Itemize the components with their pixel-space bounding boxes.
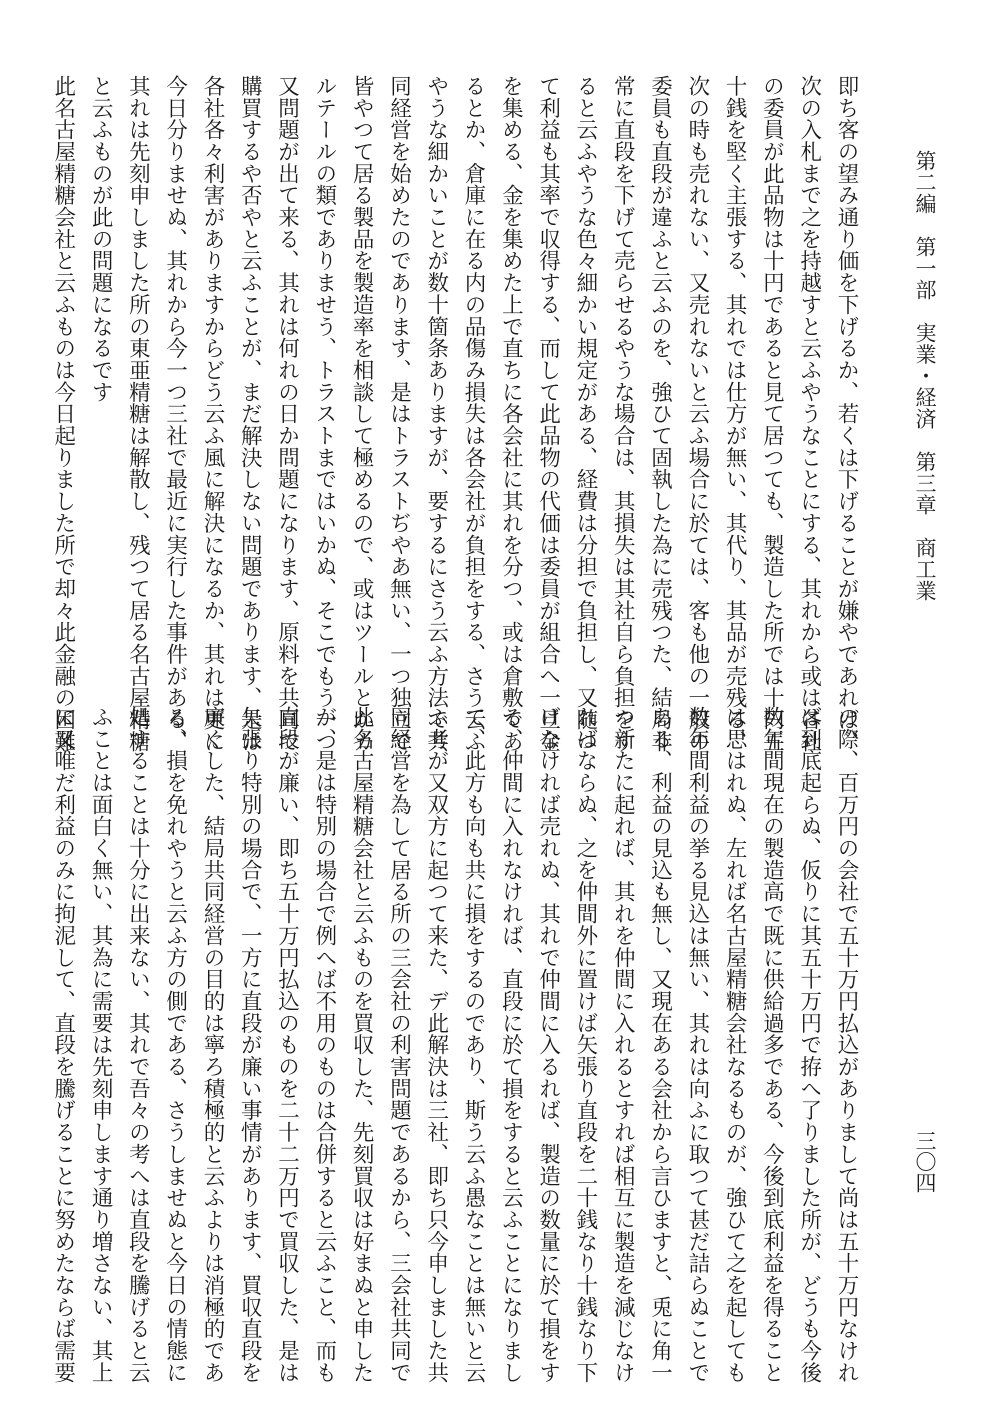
text-column: 今日分りませぬ、其れから今一つ三社で最近に実行した事件がある、 xyxy=(162,75,188,753)
text-column: が、是は特別の場合で例へば不用のものは合併すると云ふこと、而も xyxy=(311,706,337,1384)
text-column: 同経営を為して居る所の三会社の利害問題であるから、三会社共同で xyxy=(386,706,412,1384)
text-column: ある、利益の見込も無し、又現在ある会社から言ひますと、兎に角一 xyxy=(647,706,673,1384)
text-column: ば到底起らぬ、仮りに其五十万円で拵へ了りました所が、どうも今後 xyxy=(796,706,822,1384)
text-column: に又唯だ利益のみに拘泥して、直段を騰げることに努めたならば需要 xyxy=(50,706,76,1384)
text-column: を集める、金を集めた上で直ちに各会社に其れを分つ、或は倉敷であ xyxy=(498,75,524,753)
text-column: 即ち客の望み通り価を下げるか、若くは下げることが嫌やであれば、 xyxy=(834,75,859,753)
text-column: の際、百万円の会社で五十万円払込がありまして尚は五十万円なけれ xyxy=(834,706,859,1384)
text-column: て利益も其率で収得する、而して此品物の代価は委員が組合へ一旦金 xyxy=(535,75,561,753)
text-column: 矢張り特別の場合で、一方に直段が廉い事情があります、買収直段を xyxy=(237,706,263,1384)
text-column: 又問題が出て来る、其れは何れの日か問題になります、原料を共同で xyxy=(274,75,300,753)
text-column: と云ふものが此の問題になるです xyxy=(88,75,114,403)
text-column: 常に直段を下げて売らせるやうな場合は、其損失は其社自ら負担をす xyxy=(610,75,636,753)
text-column: ふ考が又双方に起つて来た、デ此解決は三社、即ち只今申しました共 xyxy=(423,706,449,1384)
text-column: 此名古屋精糖会社と云ふものを買収した、先刻買収は好まぬと申した xyxy=(349,706,375,1384)
page-number: 三〇四 xyxy=(913,1130,937,1193)
text-column: 此名古屋精糖会社と云ふものは今日起りました所で却々此金融の困難 xyxy=(50,75,76,753)
text-column: 次の時も売れない、又売れないと云ふ場合に於ては、客も他の一般の xyxy=(684,75,710,753)
text-column: て、此方も向も共に損をするのであり、斯う云ふ愚なことは無いと云 xyxy=(461,706,487,1384)
text-column: 廉くした、結局共同経営の目的は寧ろ積極的と云ふよりは消極的であ xyxy=(199,706,225,1384)
text-column: 委員も直段が違ふと云ふのを、強ひて固執した為に売残つた、結局非 xyxy=(647,75,673,753)
lower-text-block xyxy=(50,706,865,1384)
text-column: 各社各々利害がありますからどう云ふ風に解決になるか、其れは更に xyxy=(199,75,225,753)
text-column: やうな細かいことが数十箇条ありますが、要するにさう云ふ方法で共 xyxy=(423,75,449,753)
text-column: 皆やつて居る製品を製造率を相談して極めるので、或はツールとかカ xyxy=(349,75,375,753)
text-column: の委員が此品物は十円であると見て居つても、製造した所では十円五 xyxy=(759,75,785,753)
text-column: 其れは先刻申しました所の東亜精糖は解散し、残つて居る名古屋精糖 xyxy=(125,75,151,753)
text-column: ふことは面白く無い、其為に需要は先刻申します通り増さない、其上 xyxy=(88,706,114,1384)
text-column: 数年間利益の挙る見込は無い、其れは向ふに取つて甚だ詰らぬことで xyxy=(684,706,710,1384)
text-column: 十銭を堅く主張する、其れでは仕方が無い、其代り、其品が売残る、 xyxy=(722,75,748,753)
text-column: る、仲間に入れなければ、直段に於て損をすると云ふことになりまし xyxy=(498,706,524,1384)
text-column: 数年間現在の製造高で既に供給過多である、今後到底利益を得ること xyxy=(759,706,785,1384)
running-head: 第二編 第一部 実業・経済 第三章 商工業 xyxy=(913,150,937,602)
text-column: るとか、倉庫に在る内の品傷み損失は各会社が負担をする、さう云ふ xyxy=(461,75,487,753)
text-column: ルテールの類でありませう、トラストまではいかぬ、そこでもう一つ xyxy=(311,75,337,753)
text-column: 購買するや否やと云ふことが、まだ解決しない問題であります、是は xyxy=(237,75,263,753)
text-column: げなければ売れぬ、其れで仲間に入るれば、製造の数量に於て損をす xyxy=(535,706,561,1384)
upper-text-block xyxy=(50,75,865,753)
text-column: ればならぬ、之を仲間外に置けば矢張り直段を二十銭なり十銭なり下 xyxy=(572,706,598,1384)
text-column: ると云ふやうな色々細かい規定がある、経費は分担で負担し、又随つ xyxy=(572,75,598,753)
text-column: は思はれぬ、左れば名古屋精糖会社なるものが、強ひて之を起しても xyxy=(722,706,748,1384)
text-column: 次の入札まで之を持越すと云ふやうなことにする、其れから或は各社 xyxy=(796,75,822,753)
text-column: 処することは十分に出来ない、其れで吾々の考へは直段を騰げると云 xyxy=(125,706,151,1384)
text-column: る、損を免れやうと云ふ方の側である、さうしませぬと今日の情態に xyxy=(162,706,188,1384)
text-column: 同経営を始めたのであります、是はトラストぢやあ無い、一つ独立で xyxy=(386,75,412,753)
text-column: 直段が廉い、即ち五十万円払込のものを二十二万円で買収した、是は xyxy=(274,706,300,1384)
text-column: つ新たに起れば、其れを仲間に入れるとすれば相互に製造を減じなけ xyxy=(610,706,636,1384)
